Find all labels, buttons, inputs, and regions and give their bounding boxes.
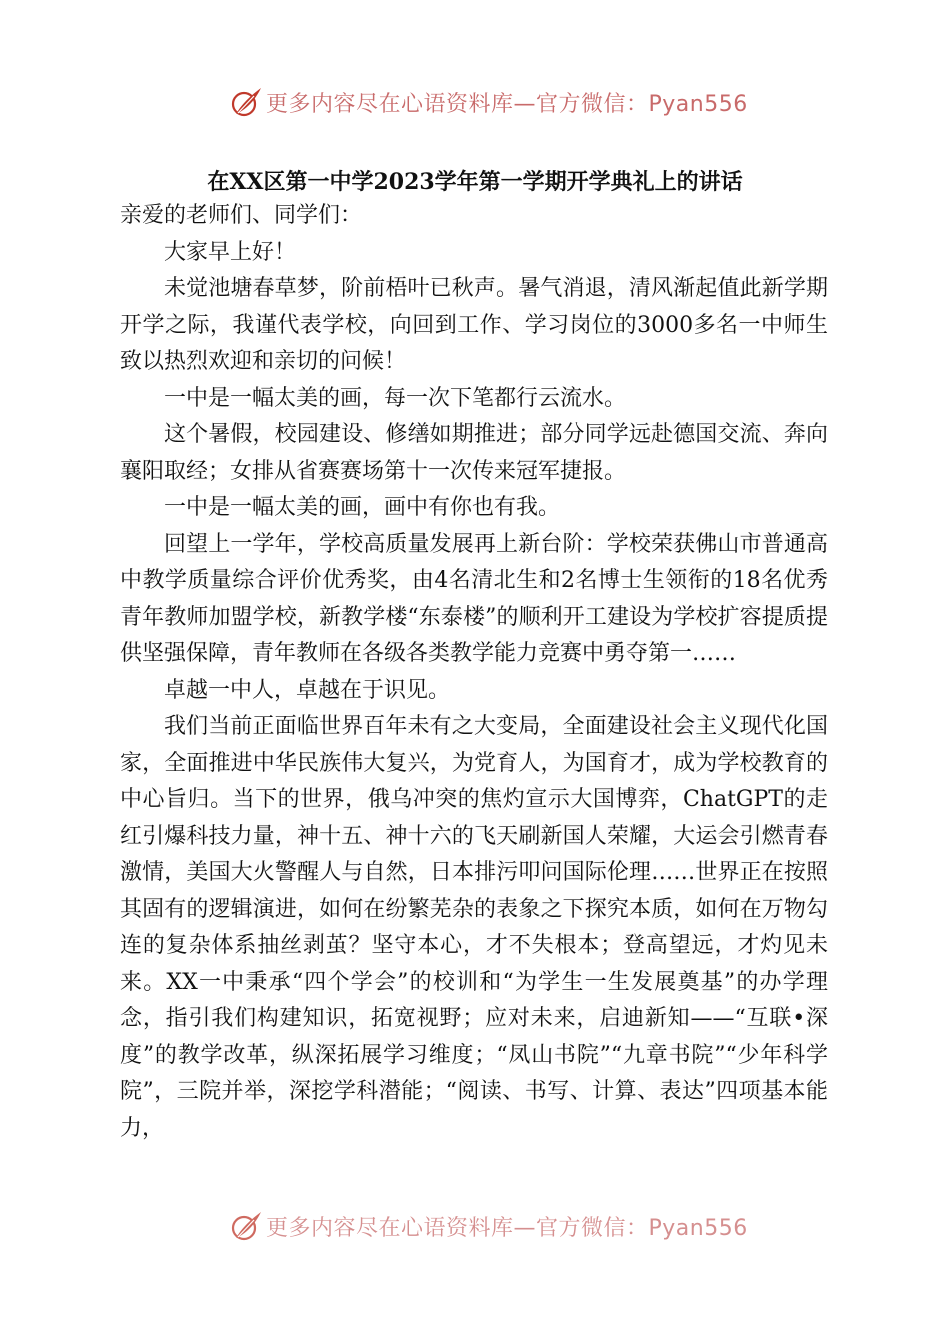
salutation: 亲爱的老师们、同学们：: [120, 203, 363, 228]
quill-logo-icon: [228, 1208, 264, 1244]
paragraph: 我们当前正面临世界百年未有之大变局，全面建设社会主义现代化国家，全面推进中华民族伟大复兴，为党育人，为国育才，成为学校教育的中心旨归。当下的世界，俄乌冲突的焦灼宣示大国博弈，ChatGPT的走红引爆科技力量，神十五、神十六的飞天刷新国人荣耀，大运会引燃青春激情，美国大火警醒人与自然，日本排污叩问国际伦理……世界正在按照其固有的逻辑演进，如何在纷繁芜杂的表象之下探究本质，如何在万物勾连的复杂体系抽丝剥茧？坚守本心，才不失根本；登高望远，才灼见未来。XX一中秉承“四个学会”的校训和“为学生一生发展奠基”的办学理念，指引我们构建知识，拓宽视野；应对未来，启迪新知——“互联•深度”的教学改革，纵深拓展学习维度；“凤山书院”“九章书院”“少年科学院”，三院并举，深挖学科潜能；“阅读、书写、计算、表达”四项基本能力，: [120, 714, 828, 1141]
paragraph: 未觉池塘春草梦，阶前梧叶已秋声。暑气消退，清风渐起值此新学期开学之际，我谨代表学校，向回到工作、学习岗位的3000多名一中师生致以热烈欢迎和亲切的问候！: [120, 276, 828, 374]
watermark-text: 更多内容尽在心语资料库—官方微信：Pyan556: [266, 91, 748, 117]
watermark-bottom: [228, 1208, 748, 1244]
watermark-top: [228, 84, 748, 120]
paragraph: 一中是一幅太美的画，每一次下笔都行云流水。: [164, 385, 627, 411]
paragraph: 回望上一学年，学校高质量发展再上新台阶：学校荣获佛山市普通高中教学质量综合评价优秀奖，由4名清北生和2名博士生领衔的18名优秀青年教师加盟学校，新教学楼“东泰楼”的顺利开工建设为学校扩容提质提供坚强保障，青年教师在各级各类教学能力竞赛中勇夺第一……: [120, 531, 828, 666]
quill-logo-icon: [228, 84, 264, 120]
watermark-text: 更多内容尽在心语资料库—官方微信：Pyan556: [266, 1215, 748, 1241]
paragraph: 这个暑假，校园建设、修缮如期推进；部分同学远赴德国交流、奔向襄阳取经；女排从省赛赛场第十一次传来冠军捷报。: [120, 422, 828, 484]
paragraph: 一中是一幅太美的画，画中有你也有我。: [164, 495, 561, 520]
paragraph: 大家早上好！: [164, 239, 297, 265]
document-body: [120, 198, 828, 1147]
paragraph: 卓越一中人，卓越在于识见。: [164, 677, 451, 703]
document-title: 在XX区第一中学2023学年第一学期开学典礼上的讲话: [207, 169, 743, 195]
